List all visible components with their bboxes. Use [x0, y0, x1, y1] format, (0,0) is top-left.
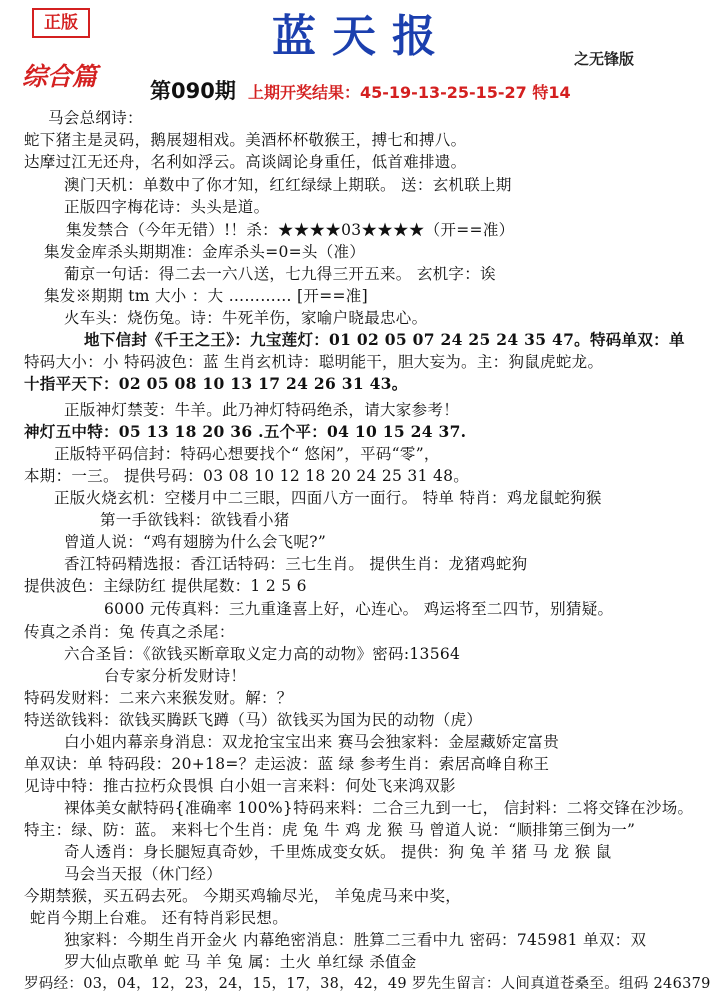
text-line: 特码发财料：二来六来猴发财。解：？	[24, 689, 293, 707]
text-line: 马会总纲诗：	[48, 109, 143, 127]
text-line: 第一手欲钱料：欲钱看小猪	[100, 511, 290, 529]
text-line: 传真之杀肖：兔 传真之杀尾：	[24, 623, 235, 641]
text-line: 正版四字梅花诗：头头是道。	[64, 198, 270, 216]
text-line: 6000 元传真料：三九重逢喜上好，心连心。 鸡运将至二四节，别猜疑。	[104, 600, 614, 618]
text-line: 特码大小：小 特码波色：蓝 生肖玄机诗：聪明能干，胆大妄为。主：狗鼠虎蛇龙。	[24, 353, 604, 371]
text-line: 裸体美女献特码{准确率 100%}特码来料：二合三九到一七， 信封料：二将交锋在沙场。	[64, 799, 694, 817]
text-line: 奇人透肖：身长腿短真奇妙，千里炼成变女妖。 提供：狗 兔 羊 猪 马 龙 猴 鼠	[64, 843, 612, 861]
text-line: 神灯五中特：05 13 18 20 36 .五个平：04 10 15 24 37.	[24, 422, 467, 441]
text-line: 澳门天机：单数中了你才知，红红绿绿上期联。 送：玄机联上期	[64, 176, 512, 194]
text-line: 今期禁猴，买五码去死。 今期买鸡输尽光， 羊兔虎马来中奖，	[24, 887, 462, 905]
text-line: 蛇肖今期上台难。 还有特肖彩民想。	[30, 909, 289, 927]
text-line: 集发禁合（今年无错）!！杀：★★★★03★★★★（开==准）	[66, 221, 515, 239]
text-line: 正版特平码信封：特码心想要找个“ 悠闲”，平码“零”，	[54, 445, 440, 463]
newspaper-title: 蓝天报	[272, 11, 452, 62]
text-line: 正版火烧玄机：空楼月中二三眼，四面八方一面行。 特单 特肖：鸡龙鼠蛇狗猴	[54, 489, 602, 507]
text-line: 十指平天下：02 05 08 10 13 17 24 26 31 43。	[24, 374, 408, 393]
text-line: 单双诀：单 特码段：20+18=？走运波：蓝 绿 参考生肖：索居高峰自称王	[24, 755, 550, 773]
text-line: 马会当天报（休门经）	[64, 865, 223, 883]
text-line: 葡京一句话：得二去一六八送，七九得三开五来。 玄机字：诶	[64, 265, 496, 283]
text-line: 见诗中特：推古拉朽众畏惧 白小姐一言来料：何处飞来鸿双影	[24, 777, 456, 795]
category-label: 综合篇	[22, 62, 98, 91]
text-line: 六合圣旨：《欲钱买断章取义定力高的动物》密码:13564	[64, 645, 461, 663]
text-line: 独家料：今期生肖开金火 内幕绝密消息：胜算二三看中九 密码：745981 单双：双	[64, 931, 647, 949]
text-line: 本期：一三。 提供号码：03 08 10 12 18 20 24 25 31 48。	[24, 467, 470, 485]
text-line: 达摩过江无还舟，名利如浮云。高谈阔论身重任，低首难排遗。	[24, 153, 467, 171]
text-line: 曾道人说：“鸡有翅膀为什么会飞呢?”	[64, 533, 327, 551]
text-line: 蛇下猪主是灵码，鹅展翅相戏。美酒杯杯敬猴王，搏七和搏八。	[24, 131, 467, 149]
text-line: 火车头：烧伤兔。诗：牛死羊伤，家喻户晓最忠心。	[64, 309, 428, 327]
text-line: 集发金库杀头期期准：金库杀头=0=头（准）	[44, 243, 366, 261]
previous-result: 上期开奖结果：45-19-13-25-15-27 特14	[248, 83, 571, 102]
text-line: 白小姐内幕亲身消息：双龙抢宝宝出来 赛马会独家料：金屋藏娇定富贵	[64, 733, 560, 751]
text-line: 香江特码精选报：香江话特码：三七生肖。 提供生肖：龙猪鸡蛇狗	[64, 555, 528, 573]
text-line: 特送欲钱料：欲钱买腾跃飞蹲（马）欲钱买为国为民的动物（虎）	[24, 711, 483, 729]
text-line: 台专家分析发财诗！	[104, 667, 247, 685]
text-line: 罗码经：03，04，12，23，24，15，17，38，42，49 罗先生留言：人间真道苍桑至。组码 246379	[24, 976, 711, 992]
text-line: 正版神灯禁芰：牛羊。此乃神灯特码绝杀，请大家参考！	[64, 401, 460, 419]
stamp-badge: 正版	[32, 8, 90, 38]
text-line: 集发※期期 tm 大小 ：大 ………… [开==准]	[44, 287, 368, 305]
text-line: 提供波色：主绿防红 提供尾数：1 2 5 6	[24, 577, 307, 595]
text-line: 特主：绿、防：蓝。 来料七个生肖：虎 兔 牛 鸡 龙 猴 马 曾道人说：“顺排第三倒为一”	[24, 821, 636, 839]
text-line: 罗大仙点歌单 蛇 马 羊 兔 属：土火 单红绿 杀值金	[64, 953, 417, 971]
text-line: 地下信封《千王之王》：九宝莲灯：01 02 05 07 24 25 24 35 47。特码单双：单	[84, 330, 685, 349]
issue-number: 第090期	[150, 79, 236, 103]
edition-label: 之无锋版	[573, 50, 634, 68]
